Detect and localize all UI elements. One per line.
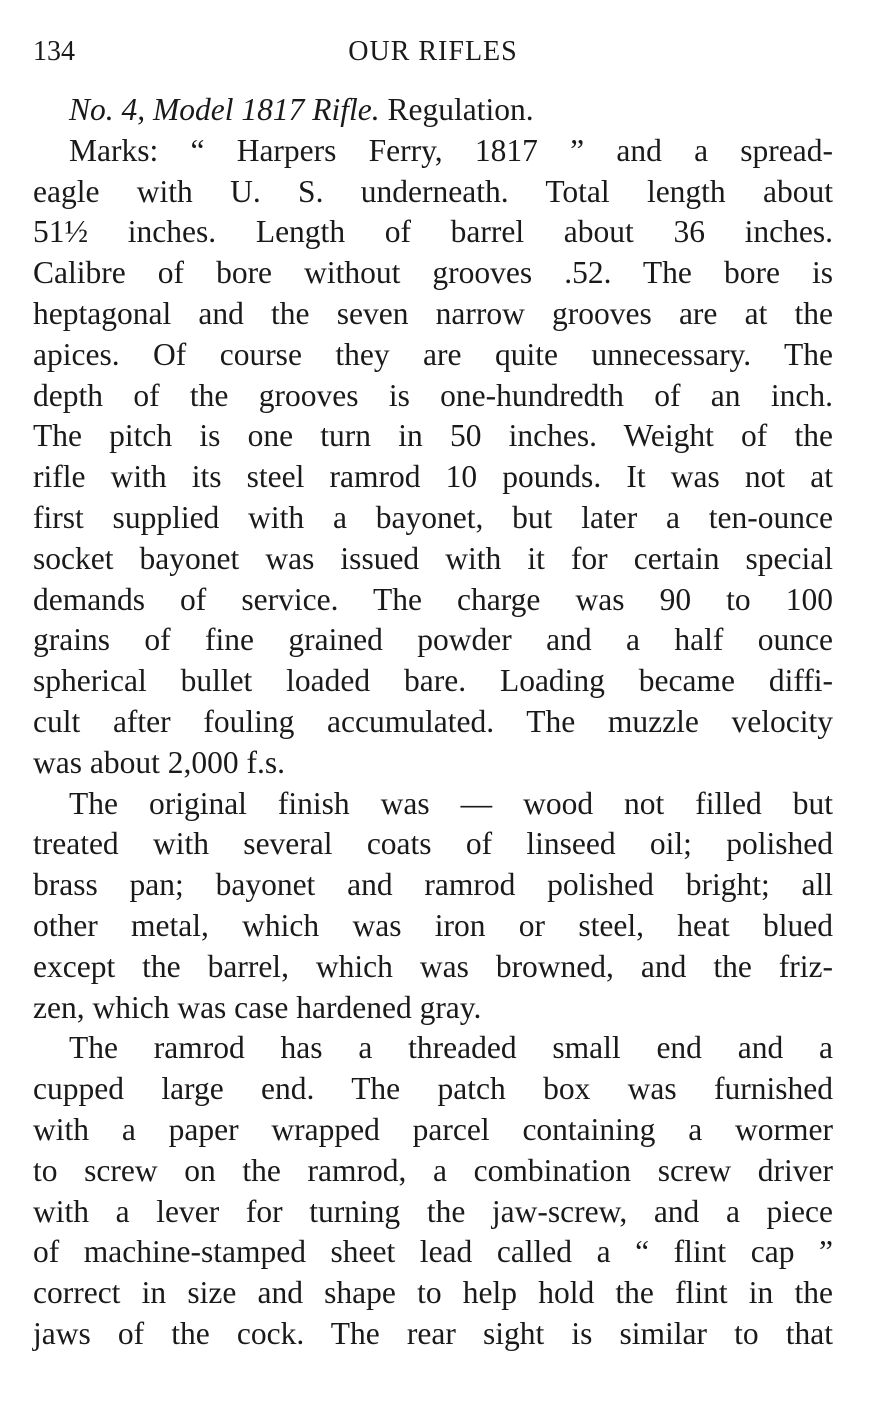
text-line: brass pan; bayonet and ramrod polished bright; all [33,867,833,903]
page-header [33,32,833,72]
text-line: eagle with U. S. underneath. Total length about [33,173,833,209]
text-line: spherical bullet loaded bare. Loading became diffi- [33,663,833,699]
text-line: first supplied with a bayonet, but later a ten-ounce [33,499,833,535]
text-line: jaws of the cock. The rear sight is similar to that [33,1315,833,1351]
text-line: cult after fouling accumulated. The muzzle velocity [33,703,833,739]
text-line: to screw on the ramrod, a combination screw driver [33,1152,833,1188]
text-line: with a paper wrapped parcel containing a wormer [33,1111,833,1147]
text-line: Calibre of bore without grooves .52. The bore is [33,255,833,291]
text-line: apices. Of course they are quite unnecessary. The [33,336,833,372]
text-line: cupped large end. The patch box was furnished [33,1071,833,1107]
paragraph-marks [33,131,833,784]
text-line: grains of fine grained powder and a half ounce [33,622,833,658]
text-line: The original finish was — wood not filled but [69,785,833,821]
text-line: The pitch is one turn in 50 inches. Weight of the [33,418,833,454]
text-line: heptagonal and the seven narrow grooves are at the [33,295,833,331]
text-line: 51½ inches. Length of barrel about 36 inches. [33,214,833,250]
text-line: depth of the grooves is one-hundredth of an inch. [33,377,833,413]
text-line: zen, which was case hardened gray. [33,989,482,1025]
text-line: demands of service. The charge was 90 to 100 [33,581,833,617]
paragraph-ramrod [33,1028,833,1354]
section-title: No. 4, Model 1817 Rifle. [69,92,380,127]
section-title-rest: Regulation. [387,92,534,127]
text-line: socket bayonet was issued with it for certain special [33,540,833,576]
running-head: OUR RIFLES [348,36,518,67]
text-line: The ramrod has a threaded small end and a [69,1030,833,1066]
page-number: 134 [33,36,75,67]
text-line: treated with several coats of linseed oil; polished [33,826,833,862]
text-line: Marks: “ Harpers Ferry, 1817 ” and a spread- [69,132,833,168]
text-line: correct in size and shape to help hold the flint in the [33,1275,833,1311]
text-line: was about 2,000 f.s. [33,744,285,780]
body-text [33,90,833,1355]
text-line: except the barrel, which was browned, and the friz- [33,948,833,984]
text-line: rifle with its steel ramrod 10 pounds. It was not at [33,459,833,495]
text-line: with a lever for turning the jaw-screw, and a piece [33,1193,833,1229]
paragraph-finish [33,784,833,1029]
text-line: other metal, which was iron or steel, heat blued [33,907,833,943]
section-heading [33,90,833,131]
text-line: of machine-stamped sheet lead called a “ flint cap ” [33,1234,833,1270]
